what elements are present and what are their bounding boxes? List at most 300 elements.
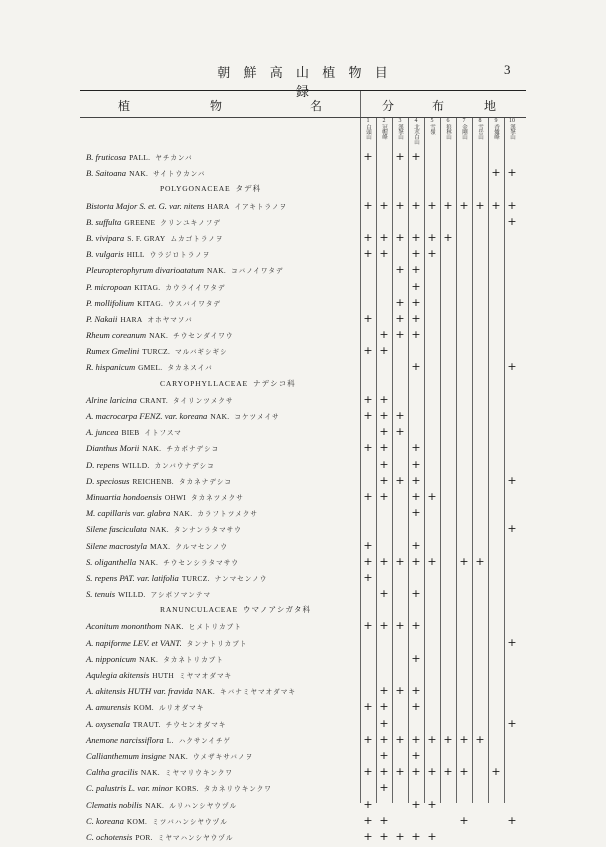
author-name: NAK.	[168, 751, 189, 761]
author-name: KITAG.	[137, 298, 164, 308]
presence-mark: +	[411, 489, 421, 503]
japanese-name: クリンユキノフデ	[160, 219, 221, 227]
region-name: 雪嶺	[429, 124, 435, 134]
presence-mark: +	[411, 311, 421, 325]
scientific-name: A. amurensis	[86, 702, 131, 713]
presence-mark: +	[395, 295, 405, 309]
presence-mark: +	[459, 554, 469, 568]
table-row	[80, 230, 526, 246]
author-name: NAK.	[207, 266, 227, 276]
presence-mark: +	[379, 813, 389, 827]
scientific-name: M. capillaris var. glabra	[86, 508, 171, 519]
author-name: NAK.	[139, 654, 159, 664]
scientific-name: A. nipponicum	[86, 653, 137, 664]
presence-mark: +	[491, 765, 501, 779]
plant-name	[160, 376, 296, 392]
presence-mark: +	[395, 150, 405, 163]
japanese-name: コバノイワタデ	[231, 268, 284, 276]
table-row	[80, 586, 526, 602]
japanese-name: アシボソマンテマ	[150, 592, 212, 600]
presence-mark: +	[475, 732, 485, 746]
presence-mark: +	[411, 765, 421, 779]
japanese-name: コケツメイサ	[234, 414, 280, 421]
table-row	[80, 198, 526, 214]
header-char: 布	[432, 99, 445, 113]
scientific-name: Callianthemum insigne	[86, 750, 166, 761]
presence-mark: +	[427, 247, 437, 261]
presence-mark: +	[443, 198, 453, 212]
author-name: NAK.	[140, 768, 160, 778]
author-name: NAK.	[129, 169, 149, 179]
table-row	[80, 359, 526, 375]
presence-mark: +	[363, 150, 373, 163]
japanese-name: カンバウナデシコ	[154, 462, 215, 470]
author-name: GMEL.	[138, 363, 163, 373]
presence-mark: +	[363, 732, 373, 746]
presence-mark: +	[411, 651, 421, 665]
table-row	[80, 505, 526, 521]
presence-mark: +	[395, 230, 405, 244]
scientific-name: Dianthus Morii	[86, 443, 140, 454]
presence-mark: +	[411, 473, 421, 487]
scientific-name: Clematis nobilis	[86, 799, 143, 810]
region-name: 北水白山	[413, 124, 419, 144]
presence-mark: +	[427, 829, 437, 843]
presence-mark: +	[379, 344, 389, 358]
presence-mark: +	[363, 247, 373, 261]
table-row	[80, 635, 526, 651]
japanese-name: ハクサンイチゲ	[178, 737, 231, 745]
author-name: NAK.	[164, 622, 184, 632]
scientific-name: Bistorta Major S. et. G. var. nitens	[86, 200, 205, 211]
presence-mark: +	[379, 409, 389, 422]
page-header	[0, 62, 606, 99]
japanese-name: タカネスイバ	[167, 365, 213, 373]
japanese-name: カラフトツメクサ	[197, 511, 258, 519]
presence-mark: +	[379, 732, 389, 746]
author-name: TRAUT.	[132, 719, 161, 729]
presence-mark: +	[427, 554, 437, 568]
presence-mark: +	[411, 230, 421, 244]
plant-rows	[80, 149, 526, 845]
table-row	[80, 554, 526, 570]
author-name: BIEB	[121, 428, 140, 438]
scientific-name: Alrine laricina	[86, 394, 137, 405]
japanese-name: チウセンシラタマサウ	[163, 559, 239, 567]
table-row	[80, 311, 526, 327]
author-name: HUTH	[152, 671, 174, 680]
presence-mark: +	[411, 587, 421, 601]
presence-mark: +	[411, 457, 421, 471]
table-row	[80, 246, 526, 262]
region-column-header	[488, 118, 504, 139]
japanese-name: チカボナデシコ	[166, 446, 220, 454]
author-name: NAK.	[149, 331, 169, 341]
author-name: PALL.	[129, 153, 151, 162]
japanese-name: チウセンオダマキ	[165, 721, 227, 729]
table-row	[80, 667, 526, 683]
scientific-name: D. repens	[86, 459, 120, 470]
table-row	[80, 440, 526, 456]
region-name: 冠帽峰	[381, 124, 387, 139]
presence-mark: +	[395, 765, 405, 779]
presence-mark: +	[395, 198, 405, 212]
scientific-name: R. hispanicum	[86, 362, 136, 373]
scientific-name: C. ochotensis	[86, 831, 133, 842]
presence-mark: +	[395, 311, 405, 325]
region-column-header	[472, 118, 488, 139]
header-char: 物	[210, 99, 223, 113]
table-row	[80, 214, 526, 230]
presence-mark: +	[459, 765, 469, 779]
author-name: KOM.	[133, 703, 154, 713]
presence-mark: +	[491, 198, 501, 212]
table-header	[80, 91, 526, 118]
table-row	[80, 473, 526, 489]
scientific-name: B. vulgaris	[86, 249, 124, 260]
page-title: 朝 鮮 高 山 植 物 目 録	[217, 65, 393, 99]
presence-mark: +	[379, 587, 389, 601]
presence-mark: +	[379, 619, 389, 633]
table-row	[80, 457, 526, 473]
author-name: TURCZ.	[142, 347, 171, 357]
region-column-header	[376, 118, 392, 139]
author-name: KITAG.	[134, 282, 161, 292]
presence-mark: +	[411, 328, 421, 342]
scientific-name: Minuartia hondoensis	[86, 491, 162, 502]
presence-mark: +	[379, 473, 389, 487]
scientific-name: Pleuropterophyrum divarioatatum	[86, 265, 204, 276]
presence-mark: +	[395, 473, 405, 487]
presence-mark: +	[507, 473, 517, 487]
scientific-name: S. tenuis	[86, 589, 116, 600]
presence-mark: +	[411, 247, 421, 261]
presence-mark: +	[363, 813, 373, 827]
author-name: HARA	[120, 314, 143, 324]
presence-mark: +	[427, 797, 437, 811]
presence-mark: +	[411, 263, 421, 277]
presence-mark: +	[411, 732, 421, 746]
japanese-name: ミヤマオダマキ	[178, 673, 233, 680]
scientific-name: P. Nakaii	[86, 313, 118, 324]
author-name: S. F. GRAY	[127, 233, 166, 243]
region-name: 漢拏山	[509, 124, 515, 139]
author-name: TURCZ.	[181, 573, 210, 583]
table-row	[80, 262, 526, 278]
family-name: POLYGONACEAE	[160, 184, 231, 194]
scientific-name: C. koreana	[86, 815, 124, 826]
presence-mark: +	[379, 457, 389, 471]
japanese-name: チウセンダイワウ	[173, 333, 234, 341]
presence-mark: +	[363, 538, 373, 552]
presence-mark: +	[411, 506, 421, 520]
author-name: NAK.	[210, 412, 230, 421]
region-name: 金剛山	[461, 124, 467, 139]
author-name: OHWI	[164, 492, 186, 502]
scientific-name: Caltha gracilis	[86, 767, 138, 778]
region-name: 漢拏山	[397, 124, 403, 139]
table-row	[80, 651, 526, 667]
japanese-name: イアキトラノヲ	[234, 203, 288, 211]
presence-mark: +	[411, 360, 421, 374]
japanese-name: ウスバイワタデ	[168, 300, 222, 308]
japanese-name: ウマノアシガタ科	[242, 605, 312, 615]
japanese-name: ヤチカンバ	[155, 155, 193, 162]
scientific-name: D. speciosus	[86, 475, 130, 486]
presence-mark: +	[507, 635, 517, 649]
japanese-name: タカネトリカブト	[163, 656, 224, 664]
presence-mark: +	[379, 441, 389, 455]
region-number: 3	[398, 118, 402, 124]
author-name: KOM.	[126, 816, 148, 826]
japanese-name: サイトウカンバ	[153, 171, 206, 179]
presence-mark: +	[379, 716, 389, 730]
presence-mark: +	[507, 716, 517, 730]
presence-mark: +	[363, 311, 373, 325]
presence-mark: +	[363, 570, 373, 584]
presence-mark: +	[379, 425, 389, 439]
author-name: NAK.	[173, 509, 193, 519]
table-row	[80, 279, 526, 295]
presence-mark: +	[363, 392, 373, 406]
region-name: 雪岳山	[477, 124, 483, 139]
scientific-name: A. juncea	[86, 427, 119, 438]
region-number: 2	[382, 118, 386, 124]
author-name: REICHENB.	[132, 476, 174, 486]
japanese-name: タカネツメクサ	[191, 494, 244, 502]
japanese-name: タンナトリカブト	[186, 640, 248, 648]
japanese-name: クルマセンノウ	[175, 543, 229, 551]
presence-mark: +	[475, 198, 485, 212]
presence-mark: +	[411, 619, 421, 633]
region-number: 7	[462, 118, 466, 124]
table-row	[80, 165, 526, 181]
table-row	[80, 489, 526, 505]
presence-mark: +	[427, 765, 437, 779]
table-row	[80, 538, 526, 554]
presence-mark: +	[507, 360, 517, 374]
scientific-name: B. Saitoana	[86, 168, 127, 179]
japanese-name: ナンマセンノウ	[214, 575, 268, 583]
header-char: 地	[484, 99, 497, 113]
presence-mark: +	[363, 700, 373, 714]
japanese-name: タカネナデシコ	[178, 478, 232, 486]
region-name: 狼林山	[445, 124, 451, 139]
presence-mark: +	[491, 166, 501, 180]
presence-mark: +	[459, 813, 469, 827]
presence-mark: +	[379, 230, 389, 244]
region-column-header	[392, 118, 408, 139]
japanese-name: マルバギシギシ	[175, 349, 228, 357]
japanese-name: ウメザキサバノヲ	[193, 753, 254, 761]
presence-mark: +	[411, 441, 421, 455]
author-name: KORS.	[175, 784, 199, 794]
scientific-name: Anemone narcissiflora	[86, 734, 164, 745]
author-name: MAX.	[150, 541, 171, 551]
region-column-header	[360, 118, 376, 139]
region-name: 香爐峰	[493, 124, 499, 139]
presence-mark: +	[395, 619, 405, 633]
japanese-name: ミヤマハンシヤウヅル	[157, 834, 234, 842]
table-row	[80, 343, 526, 359]
presence-mark: +	[411, 150, 421, 163]
presence-mark: +	[395, 732, 405, 746]
scientific-name: B. fruticosa	[86, 152, 127, 162]
presence-mark: +	[395, 409, 405, 422]
scientific-name: A. oxysenala	[86, 718, 130, 729]
family-row	[80, 181, 526, 197]
japanese-name: ルリオダマキ	[158, 705, 205, 713]
table-row	[80, 149, 526, 165]
presence-mark: +	[363, 230, 373, 244]
japanese-name: ムカゴトラノヲ	[170, 235, 224, 243]
presence-mark: +	[507, 214, 517, 228]
table-row	[80, 829, 526, 845]
family-row	[80, 376, 526, 392]
region-column-header	[424, 118, 440, 134]
scientific-name: P. mollifolium	[86, 297, 135, 308]
region-column-header	[456, 118, 472, 139]
family-row	[80, 602, 526, 618]
table-row	[80, 392, 526, 408]
presence-mark: +	[363, 554, 373, 568]
scientific-name: Rheum coreanum	[86, 330, 147, 341]
japanese-name: ヒメトリカブト	[188, 624, 242, 632]
presence-mark: +	[379, 489, 389, 503]
family-name: RANUNCULACEAE	[160, 605, 238, 615]
author-name: L.	[166, 735, 174, 745]
japanese-name: タデ科	[235, 184, 262, 194]
presence-mark: +	[379, 748, 389, 762]
presence-mark: +	[363, 344, 373, 358]
presence-mark: +	[411, 198, 421, 212]
presence-mark: +	[411, 700, 421, 714]
presence-mark: +	[411, 829, 421, 843]
presence-mark: +	[427, 489, 437, 503]
scientific-name: S. repens PAT. var. latifolia	[86, 572, 179, 583]
region-number: 8	[478, 118, 482, 124]
author-name: CRANT.	[139, 395, 168, 405]
scientific-name: P. micropoan	[86, 281, 132, 292]
presence-mark: +	[411, 748, 421, 762]
presence-mark: +	[379, 765, 389, 779]
table-row	[80, 327, 526, 343]
family-name: CARYOPHYLLACEAE	[160, 378, 248, 388]
scientific-name: Rumex Gmelini	[86, 346, 140, 357]
presence-mark: +	[411, 295, 421, 309]
presence-mark: +	[459, 198, 469, 212]
region-number: 4	[414, 118, 418, 124]
japanese-name: ミツバハンシヤウヅル	[152, 818, 228, 826]
author-name: HARA	[207, 201, 230, 211]
region-number: 9	[494, 118, 498, 124]
scientific-name: Silene macrostyla	[86, 540, 148, 551]
plant-table	[80, 90, 526, 843]
table-row	[80, 813, 526, 829]
author-name: NAK.	[142, 444, 162, 454]
author-name: NAK.	[139, 557, 159, 567]
table-row	[80, 732, 526, 748]
presence-mark: +	[507, 166, 517, 180]
presence-mark: +	[363, 489, 373, 503]
table-row	[80, 699, 526, 715]
author-name: NAK.	[149, 525, 169, 535]
presence-mark: +	[443, 765, 453, 779]
scientific-name: B. vivipara	[86, 232, 125, 243]
presence-mark: +	[379, 829, 389, 843]
presence-mark: +	[363, 619, 373, 633]
presence-mark: +	[379, 554, 389, 568]
scientific-name: B. suffulta	[86, 216, 122, 227]
scientific-name: Aconitum mononthom	[86, 621, 162, 632]
table-row	[80, 780, 526, 796]
table-row	[80, 408, 526, 424]
scientific-name: S. oliganthella	[86, 556, 137, 567]
presence-mark: +	[395, 554, 405, 568]
table-row	[80, 716, 526, 732]
presence-mark: +	[443, 732, 453, 746]
header-char: 分	[382, 99, 395, 113]
japanese-name: ルリハンシヤウヅル	[169, 802, 238, 810]
plant-name	[160, 181, 261, 197]
presence-mark: +	[411, 554, 421, 568]
presence-mark: +	[443, 230, 453, 244]
japanese-name: タンナンラタマサウ	[173, 527, 242, 535]
author-name: HILL	[126, 250, 145, 260]
table-row	[80, 764, 526, 780]
japanese-name: イトフスマ	[144, 430, 182, 438]
table-row	[80, 618, 526, 634]
header-char: 植	[118, 99, 131, 113]
author-name: WILLD.	[118, 590, 146, 600]
region-number: 5	[430, 118, 434, 124]
japanese-name: ウラジロトラノヲ	[149, 252, 211, 260]
plant-name	[160, 602, 311, 618]
japanese-name: タイリンツメクサ	[173, 397, 234, 405]
presence-mark: +	[363, 765, 373, 779]
presence-mark: +	[395, 829, 405, 843]
region-column-header	[504, 118, 520, 139]
presence-mark: +	[363, 829, 373, 843]
presence-mark: +	[395, 328, 405, 342]
table-row	[80, 683, 526, 699]
presence-mark: +	[379, 328, 389, 342]
presence-mark: +	[379, 392, 389, 406]
region-name: 白頭山	[365, 124, 371, 139]
japanese-name: ミヤマリウキンクワ	[164, 770, 234, 778]
table-row	[80, 797, 526, 813]
region-number: 6	[446, 118, 450, 124]
presence-mark: +	[427, 732, 437, 746]
presence-mark: +	[379, 198, 389, 212]
region-column-header	[408, 118, 424, 144]
table-row	[80, 748, 526, 764]
japanese-name: オホヤマソバ	[147, 316, 193, 324]
scientific-name: Aqulegia akitensis	[86, 670, 150, 680]
japanese-name: カウライイワタデ	[165, 284, 226, 292]
presence-mark: +	[411, 279, 421, 293]
scientific-name: Silene fasciculata	[86, 524, 147, 535]
presence-mark: +	[395, 684, 405, 698]
author-name: POR.	[135, 832, 153, 842]
plant-name	[86, 829, 233, 847]
presence-mark: +	[411, 684, 421, 698]
table-row	[80, 295, 526, 311]
presence-mark: +	[475, 554, 485, 568]
table-row	[80, 521, 526, 537]
presence-mark: +	[507, 522, 517, 536]
scientific-name: A. napiforme LEV. et VANT.	[86, 637, 182, 648]
